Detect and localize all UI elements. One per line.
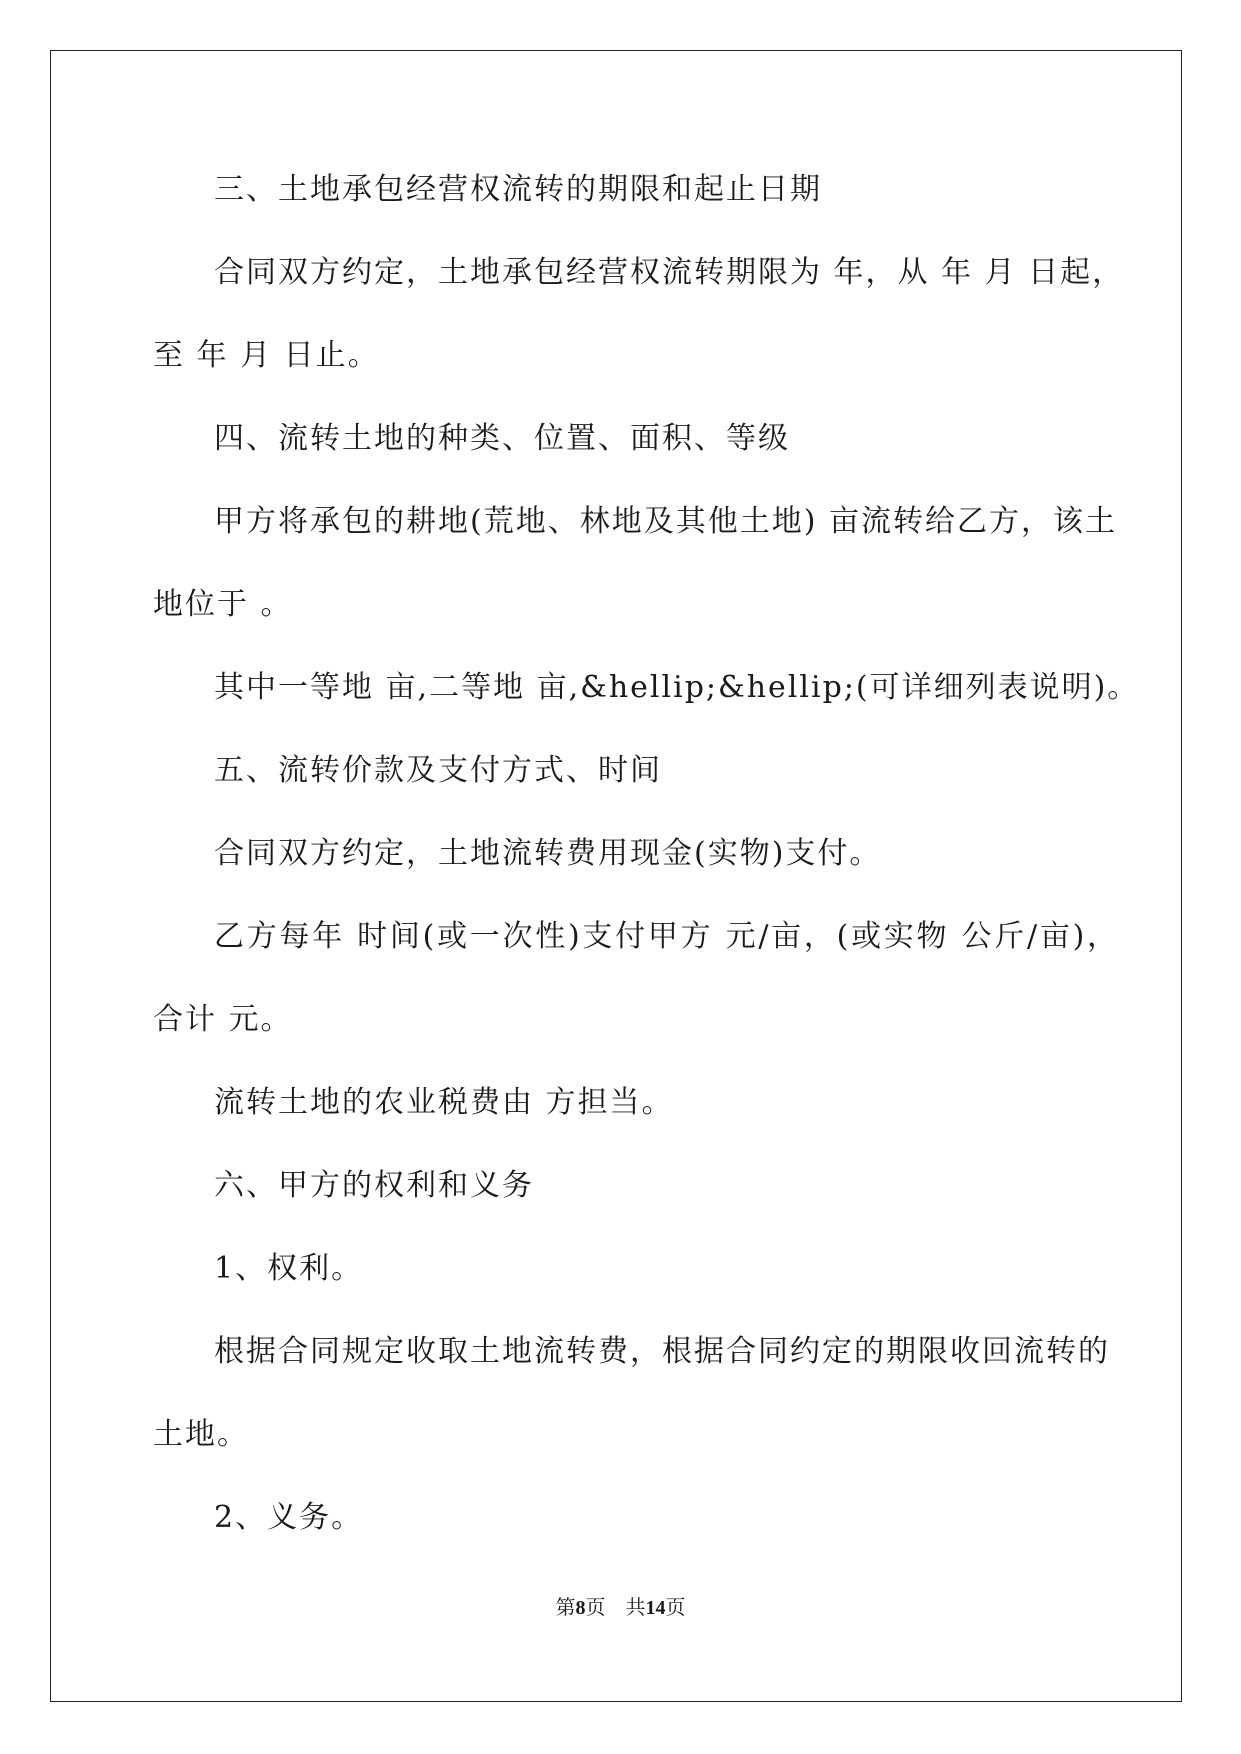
section-heading-5: 五、流转价款及支付方式、时间 — [214, 753, 662, 788]
paragraph-line: 合同双方约定，土地承包经营权流转期限为 年，从 年 月 日起， — [214, 255, 1125, 290]
paragraph-line: 流转土地的农业税费由 方担当。 — [214, 1085, 674, 1120]
total-pages: 14 — [645, 1597, 666, 1619]
page-border — [50, 50, 1182, 1702]
paragraph-line: 甲方将承包的耕地(荒地、林地及其他土地) 亩流转给乙方，该土 — [214, 504, 1117, 539]
total-suffix: 页 — [665, 1597, 686, 1619]
subheading-duties: 2、义务。 — [214, 1500, 364, 1535]
section-heading-6: 六、甲方的权利和义务 — [214, 1168, 534, 1203]
section-heading-4: 四、流转土地的种类、位置、面积、等级 — [214, 421, 790, 456]
page-prefix: 第 — [555, 1597, 576, 1619]
paragraph-line: 乙方每年 时间(或一次性)支付甲方 元/亩，(或实物 公斤/亩)， — [214, 919, 1119, 954]
paragraph-line: 合计 元。 — [153, 1002, 293, 1037]
paragraph-line: 其中一等地 亩,二等地 亩,&hellip;&hellip;(可详细列表说明)。 — [214, 670, 1140, 705]
page-number: 8 — [575, 1597, 586, 1619]
total-prefix: 共 — [625, 1597, 646, 1619]
section-heading-3: 三、土地承包经营权流转的期限和起止日期 — [214, 172, 822, 207]
page-footer — [0, 1596, 1241, 1620]
paragraph-line: 至 年 月 日止。 — [153, 338, 380, 373]
page-suffix: 页 — [585, 1597, 606, 1619]
subheading-rights: 1、权利。 — [214, 1251, 364, 1286]
paragraph-line: 土地。 — [153, 1417, 249, 1452]
paragraph-line: 合同双方约定，土地流转费用现金(实物)支付。 — [214, 836, 882, 871]
paragraph-line: 地位于 。 — [153, 587, 293, 622]
paragraph-line: 根据合同规定收取土地流转费，根据合同约定的期限收回流转的 — [214, 1334, 1110, 1369]
